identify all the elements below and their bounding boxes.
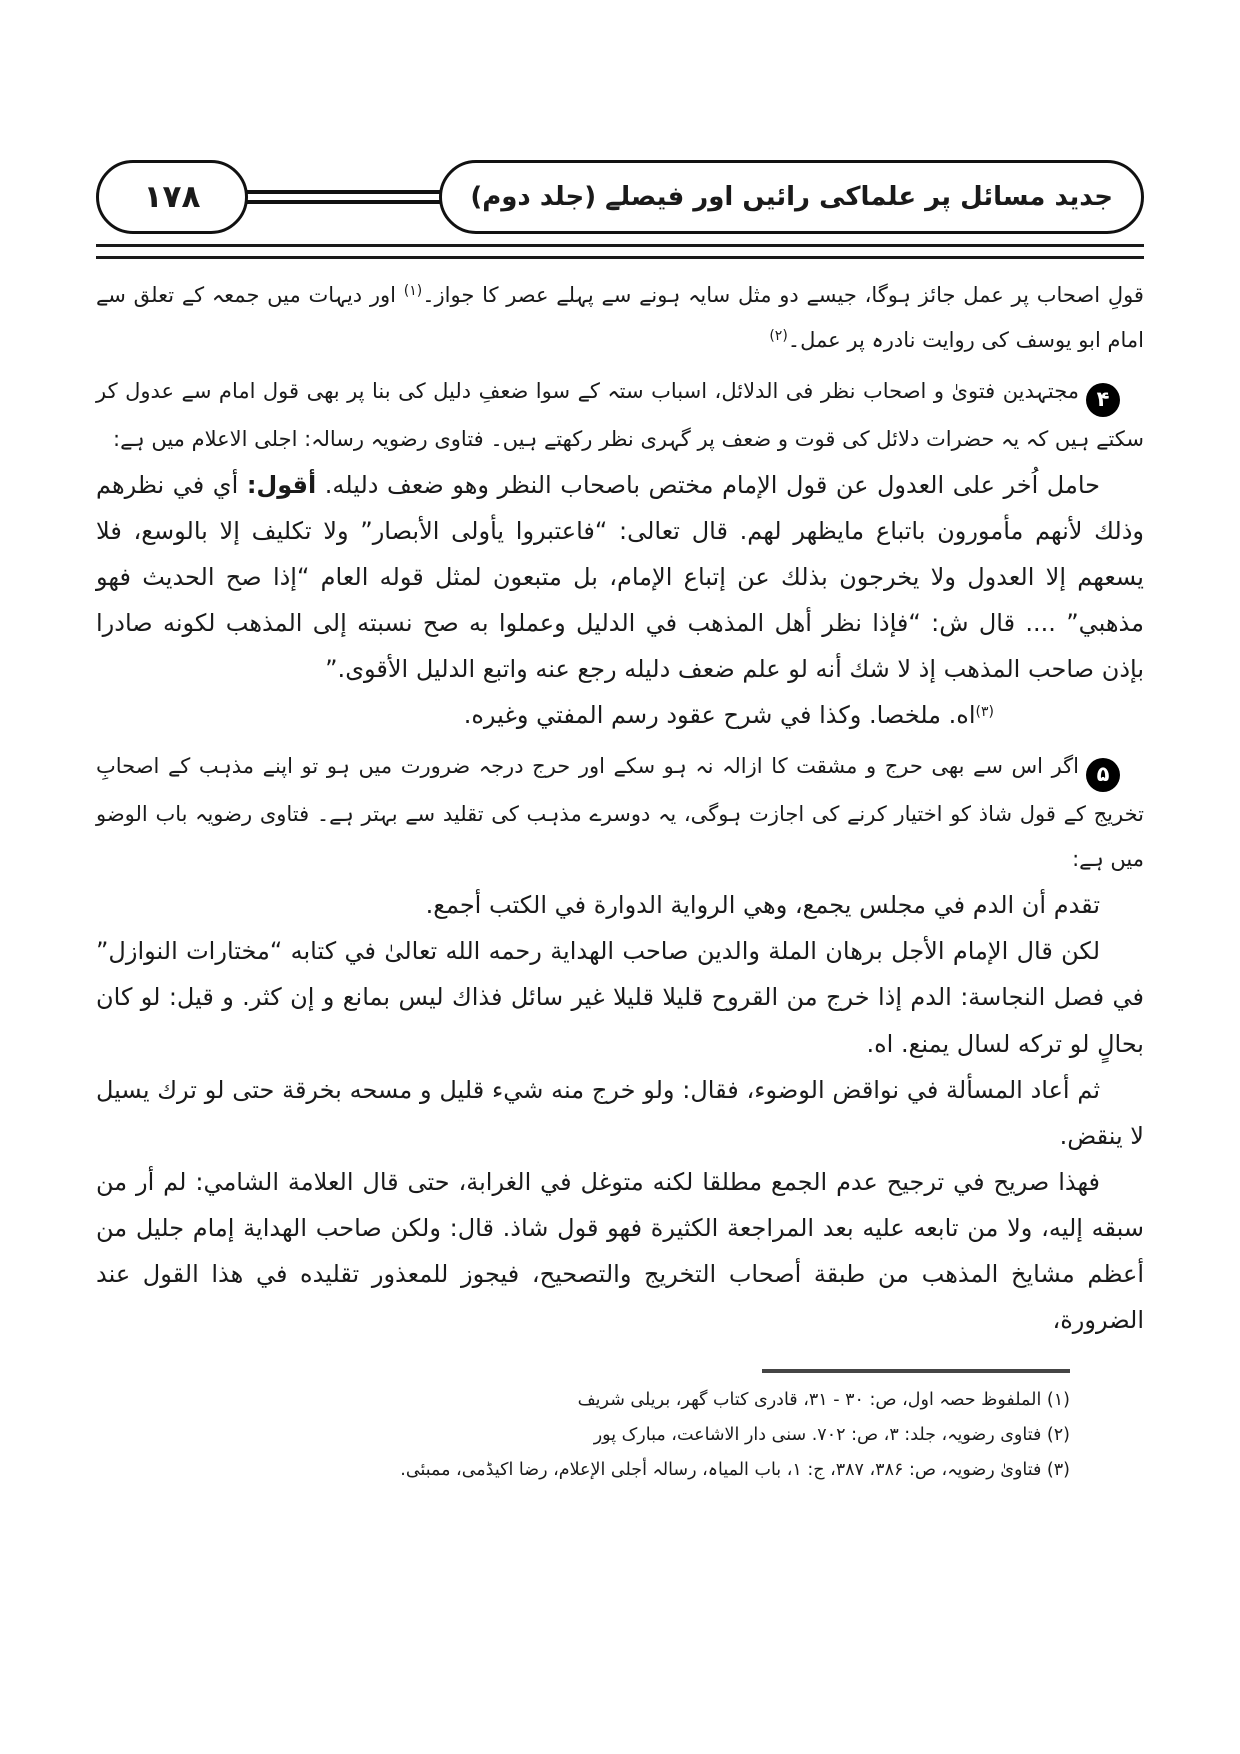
section-number-badge-5: ۵ xyxy=(1086,758,1120,792)
footnote-3: (۳) فتاویٰ رضویہ، ص: ۳۸۶، ۳۸۷، ج: ۱، باب المیاہ، رسالہ أجلی الإعلام، رضا اکیڈمی، ممبئی. xyxy=(400,1460,1070,1481)
page-number: ١٧٨ xyxy=(143,179,201,215)
paragraph-arabic-quote-1 xyxy=(96,462,1144,692)
paragraph-arabic-quote-5: فهذا صريح في ترجيح عدم الجمع مطلقا لكنه متوغل في الغرابة، حتى قال العلامة الشامي: لم أر من سبقه إليه، ولا من تابعه عليه بعد المراجعة الكثيرة فهو قول شاذ. قال: ولكن صاحب الهداية إمام جليل من أعظم مشايخ المذهب من طبقة أصحاب التخريج والتصحيح، فيجوز للمعذور تقليده في هذا القول عند الضرورة، xyxy=(96,1167,1144,1334)
text-run: قولِ اصحاب پر عمل جائز ہوگا، جیسے دو مثل سایہ ہونے سے پہلے عصر کا جواز۔ xyxy=(422,283,1144,307)
paragraph-urdu-1 xyxy=(96,273,1144,363)
text-run: مجتہدین فتویٰ و اصحاب نظر فی الدلائل، اسباب ستہ کے سوا ضعفِ دلیل کی بنا پر بھی قول امام سے عدول کر سکتے ہیں کہ یہ حضرات دلائل کی قوت و ضعف پر گہری نظر رکھتے ہیں۔ فتاوی رضویہ رسالہ: اجلی الاعلام میں ہے: xyxy=(96,379,1144,451)
paragraph-arabic-quote-4: ثم أعاد المسألة في نواقض الوضوء، فقال: ولو خرج منه شيء قليل و مسحه بخرقة حتى لو ترك يسيل لا ينقض. xyxy=(96,1075,1144,1150)
paragraph-arabic-quote-1-tail xyxy=(96,692,1144,738)
paragraph-arabic-quote-2: تقدم أن الدم في مجلس يجمع، وهي الرواية الدوارة في الكتب أجمع. xyxy=(425,891,1100,920)
footnote-ref-2: (۲) xyxy=(769,328,788,345)
text-run: حامل اُخر على العدول عن قول الإمام مختص باصحاب النظر وهو ضعف دليله. xyxy=(324,470,1100,499)
paragraph-urdu-section-5 xyxy=(96,744,1144,882)
paragraph-urdu-section-4 xyxy=(96,369,1144,462)
section-number-badge-4: ۴ xyxy=(1086,383,1120,417)
paragraph-arabic-quote-3: لكن قال الإمام الأجل برهان الملة والدين صاحب الهداية رحمه الله تعالىٰ في كتابه “مختارات النوازل” في فصل النجاسة: الدم إذا خرج من القروح قليلا قليلا غير سائل فذاك ليس بمانع و إن كثر. و قيل: لو كان بحالٍ لو تركه لسال يمنع. اه. xyxy=(96,937,1144,1058)
page-number-badge xyxy=(96,160,248,234)
text-run: اه. ملخصا. وكذا في شرح عقود رسم المفتي وغيره. xyxy=(463,701,976,730)
footnote-ref-3: (۳) xyxy=(975,704,994,721)
footnote-1: (۱) الملفوظ حصہ اول، ص: ۳۰ - ۳۱، قادری کتاب گھر، بریلی شریف xyxy=(577,1390,1070,1411)
book-title: جدید مسائل پر علماکی رائیں اور فیصلے (جلد دوم) xyxy=(470,182,1113,212)
bold-word-aqool: أقول: xyxy=(246,470,317,499)
text-run: اور دیہات میں جمعہ کے تعلق سے امام ابو یوسف کی روایت نادرہ پر عمل۔ xyxy=(96,283,1144,353)
footnote-ref-1: (۱) xyxy=(403,283,423,299)
header-double-line xyxy=(238,190,449,204)
book-title-badge xyxy=(439,160,1144,234)
page-header xyxy=(96,160,1144,234)
text-run: اگر اس سے بھی حرج و مشقت کا ازالہ نہ ہو سکے اور حرج درجہ ضرورت میں ہو تو اپنے مذہب کے اصحابِ تخریج کے قول شاذ کو اختیار کرنے کی اجازت ہوگی، یہ دوسرے مذہب کی تقلید سے بہتر ہے۔ فتاوی رضویہ باب الوضو میں ہے: xyxy=(96,754,1144,872)
page-body xyxy=(96,273,1144,1343)
footnote-separator-rule xyxy=(762,1369,1070,1373)
footnote-2: (۲) فتاوی رضویہ، جلد: ۳، ص: ۷۰۲. سنی دار الاشاعت، مبارک پور xyxy=(593,1425,1070,1446)
header-divider-rule xyxy=(96,244,1144,259)
footnotes-section xyxy=(96,1369,1144,1488)
text-run: أي في نظرهم وذلك لأنهم مأمورون باتباع مايظهر لهم. قال تعالى: “فاعتبروا يأولى الأبصار” ولا تكليف إلا بالوسع، فلا يسعهم إلا العدول ولا يخرجون بذلك عن إتباع الإمام، بل متبعون لمثل قوله العام “إذا صح الحديث فهو مذهبي” .... قال ش: “فإذا نظر أهل المذهب في الدليل وعملوا به صح نسبته إلى المذهب لكونه صادرا بإذن صاحب المذهب إذ لا شك أنه لو علم ضعف دليله رجع عنه واتبع الدليل الأقوى.” xyxy=(96,470,1144,684)
